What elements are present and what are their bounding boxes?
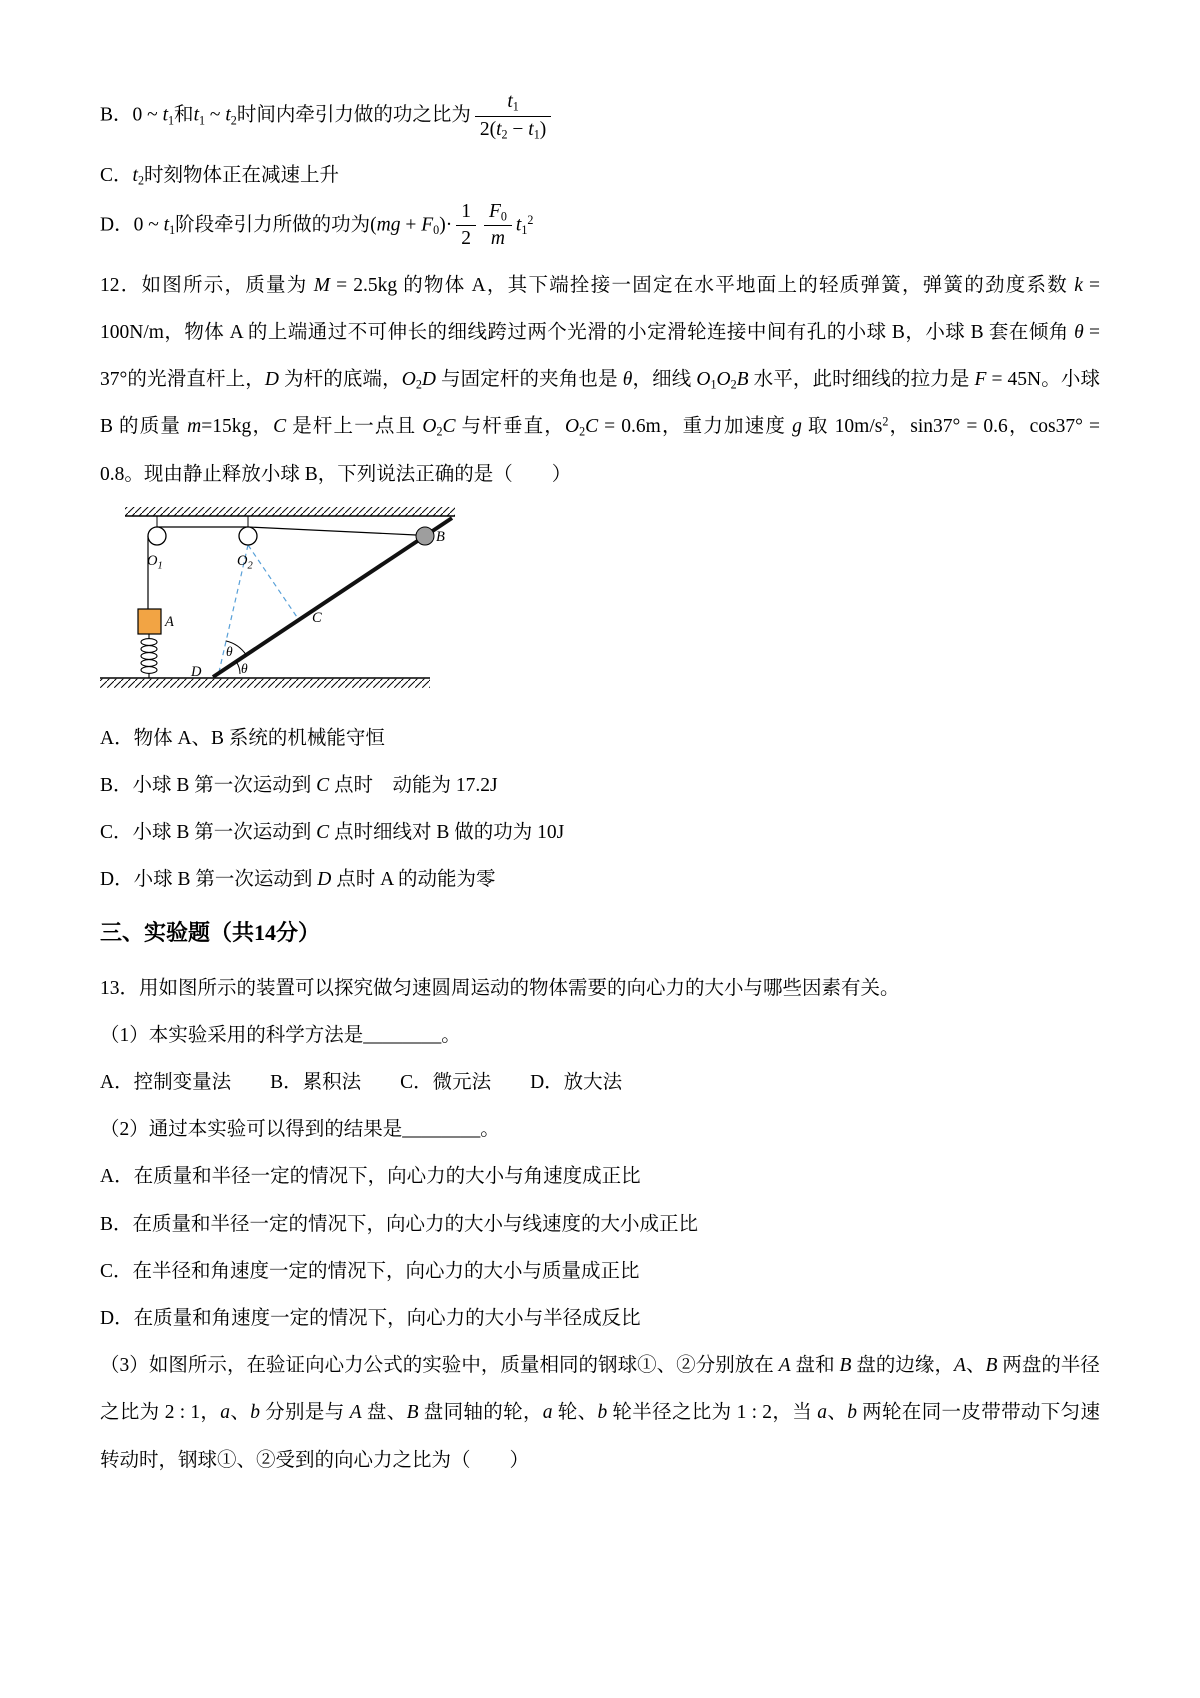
pulley-o1 — [148, 527, 166, 545]
label-d: D — [191, 663, 202, 680]
q13-stem: 13．用如图所示的装置可以探究做匀速圆周运动的物体需要的向心力的大小与哪些因素有关。 — [100, 977, 900, 999]
q13-part2: （2）通过本实验可以得到的结果是________。 — [100, 1119, 500, 1141]
q12-figure — [100, 506, 480, 706]
q12-option-a: A．物体 A、B 系统的机械能守恒 — [100, 727, 385, 749]
q12-stem: 12．如图所示，质量为 M = 2.5kg 的物体 A，其下端拴接一固定在水平地面上的轻质弹簧，弹簧的劲度系数 k = 100N/m，物体 A 的上端通过不可伸长的细线跨过两个光滑的小定滑轮连接中间有孔的小球 B，小球 B 套在倾角 θ = 37°的光滑直杆上，D 为杆的底端，O2D 与固定杆的夹角也是 θ，细线 O1O2B 水平，此时细线的拉力是 F = 45N。小球 B 的质量 m=15kg，C 是杆上一点且 O2C 与杆垂直，O2C = 0.6m，重力加速度 g 取 $10m/s^2$，sin37° = 0.6，cos37° = 0.8。现由静止释放小球 B，下列说法正确的是（ ） — [100, 274, 1101, 485]
string-horizontal — [157, 527, 416, 535]
ceiling-hatch — [125, 507, 455, 516]
pulley-o2 — [239, 527, 257, 545]
q11-option-d: D．0 ~ t1阶段牵引力所做的功为(mg + F0)· $\frac{1}{2}$ $\frac{F0}{m}$ $t1^2$ — [100, 200, 534, 250]
q13-part2-option-b: B．在质量和半径一定的情况下，向心力的大小与线速度的大小成正比 — [100, 1213, 699, 1235]
q11-option-b: B．0 ~ t1和t1 ~ t2时间内牵引力做的功之比为 $\frac{t1}{2(t2 - t1)}$ — [100, 90, 1100, 142]
angle-arc-rod-ground — [236, 662, 240, 674]
q13-part1-options: A．控制变量法 B．累积法 C．微元法 D．放大法 — [100, 1072, 623, 1094]
dashed-line-o2-c — [248, 545, 299, 620]
q13-part2-option-a: A．在质量和半径一定的情况下，向心力的大小与角速度成正比 — [100, 1166, 641, 1188]
ground — [100, 678, 430, 688]
ground-hatch — [100, 679, 430, 688]
block-a — [138, 609, 161, 634]
q13-part2-option-c: C．在半径和角速度一定的情况下，向心力的大小与质量成正比 — [100, 1260, 640, 1282]
q13-part1: （1）本实验采用的科学方法是________。 — [100, 1024, 461, 1046]
ceiling — [125, 507, 455, 516]
label-theta-lower: θ — [241, 660, 248, 676]
section-3-title: 三、实验题（共14分） — [100, 920, 321, 946]
q13-part3: （3）如图所示，在验证向心力公式的实验中，质量相同的钢球①、②分别放在 A 盘和 B 盘的边缘，A、B 两盘的半径之比为 2 : 1，a、b 分别是与 A 盘、B 盘同轴的轮，a 轮、b 轮半径之比为 1 : 2，当 a、b 两轮在同一皮带带动下匀速转动时，钢球①、②受到的向心力之比为（ ） — [100, 1355, 1100, 1471]
q11-option-c: C．t2时刻物体正在减速上升 — [100, 165, 339, 189]
label-b: B — [436, 528, 445, 545]
q12-option-b: B．小球 B 第一次运动到 C 点时 动能为 17.2J — [100, 774, 498, 796]
ball-b — [416, 527, 434, 545]
label-theta-upper: θ — [226, 643, 233, 659]
label-o2: $O_2$ — [237, 552, 253, 572]
q13-part2-option-d: D．在质量和角速度一定的情况下，向心力的大小与半径成反比 — [100, 1307, 641, 1329]
q12-figure-container — [100, 506, 1100, 711]
label-o1: $O_1$ — [147, 552, 163, 572]
q12-option-d: D．小球 B 第一次运动到 D 点时 A 的动能为零 — [100, 869, 496, 891]
q12-option-c: C．小球 B 第一次运动到 C 点时细线对 B 做的功为 10J — [100, 822, 565, 844]
label-a: A — [165, 613, 174, 630]
label-c: C — [312, 609, 322, 626]
spring — [141, 634, 157, 678]
